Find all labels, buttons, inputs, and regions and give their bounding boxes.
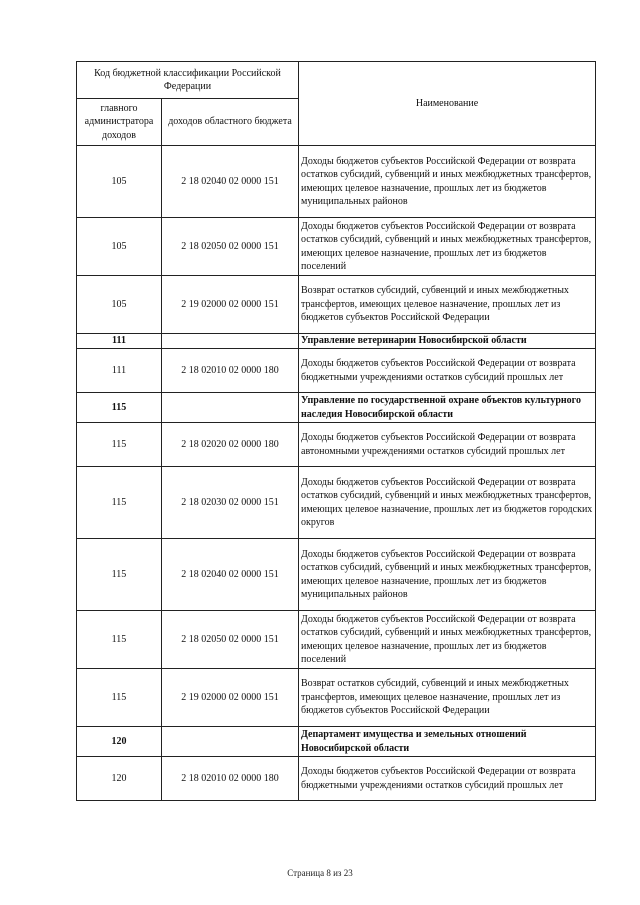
- cell-name: Доходы бюджетов субъектов Российской Федерации от возврата остатков субсидий, субвенций и иных межбюджетных трансфертов, имеющих целевое назначение, прошлых лет из бюджетов муниципальных районов: [299, 146, 596, 218]
- table-row: [77, 727, 596, 757]
- cell-income-code: 2 18 02010 02 0000 180: [162, 757, 299, 801]
- cell-income-code: 2 18 02040 02 0000 151: [162, 146, 299, 218]
- header-admin: главного администратора доходов: [77, 99, 162, 146]
- cell-name: Возврат остатков субсидий, субвенций и иных межбюджетных трансфертов, имеющих целевое назначение, прошлых лет из бюджетов субъектов Российской Федерации: [299, 669, 596, 727]
- table-row: [77, 757, 596, 801]
- budget-classification-table: [76, 61, 596, 801]
- table-row: [77, 611, 596, 669]
- cell-name: Доходы бюджетов субъектов Российской Федерации от возврата остатков субсидий, субвенций и иных межбюджетных трансфертов, имеющих целевое назначение, прошлых лет из бюджетов муниципальных районов: [299, 539, 596, 611]
- header-income: доходов областного бюджета: [162, 99, 299, 146]
- header-group-title: Код бюджетной классификации Российской Федерации: [77, 62, 299, 99]
- cell-admin-code: 120: [77, 757, 162, 801]
- table-row: [77, 349, 596, 393]
- cell-income-code: [162, 727, 299, 757]
- table-row: [77, 423, 596, 467]
- table-row: [77, 276, 596, 334]
- cell-name: Управление по государственной охране объектов культурного наследия Новосибирской области: [299, 393, 596, 423]
- cell-admin-code: 105: [77, 146, 162, 218]
- cell-income-code: 2 18 02030 02 0000 151: [162, 467, 299, 539]
- cell-income-code: 2 18 02020 02 0000 180: [162, 423, 299, 467]
- cell-admin-code: 115: [77, 467, 162, 539]
- cell-admin-code: 115: [77, 611, 162, 669]
- cell-name: Доходы бюджетов субъектов Российской Федерации от возврата бюджетными учреждениями остатков субсидий прошлых лет: [299, 757, 596, 801]
- cell-admin-code: 111: [77, 334, 162, 349]
- cell-income-code: [162, 393, 299, 423]
- table-body: [77, 146, 596, 801]
- page-number: Страница 8 из 23: [287, 868, 353, 878]
- table-row: [77, 669, 596, 727]
- cell-name: Возврат остатков субсидий, субвенций и иных межбюджетных трансфертов, имеющих целевое назначение, прошлых лет из бюджетов субъектов Российской Федерации: [299, 276, 596, 334]
- table-row: [77, 334, 596, 349]
- cell-name: Доходы бюджетов субъектов Российской Федерации от возврата остатков субсидий, субвенций и иных межбюджетных трансфертов, имеющих целевое назначение, прошлых лет из бюджетов поселений: [299, 611, 596, 669]
- cell-name: Доходы бюджетов субъектов Российской Федерации от возврата бюджетными учреждениями остатков субсидий прошлых лет: [299, 349, 596, 393]
- cell-income-code: 2 19 02000 02 0000 151: [162, 276, 299, 334]
- table-row: [77, 467, 596, 539]
- cell-name: Доходы бюджетов субъектов Российской Федерации от возврата остатков субсидий, субвенций и иных межбюджетных трансфертов, имеющих целевое назначение, прошлых лет из бюджетов поселений: [299, 218, 596, 276]
- cell-admin-code: 111: [77, 349, 162, 393]
- cell-income-code: 2 18 02050 02 0000 151: [162, 611, 299, 669]
- header-name: Наименование: [299, 62, 596, 146]
- cell-income-code: 2 19 02000 02 0000 151: [162, 669, 299, 727]
- cell-income-code: 2 18 02040 02 0000 151: [162, 539, 299, 611]
- cell-admin-code: 105: [77, 276, 162, 334]
- table-row: [77, 146, 596, 218]
- cell-income-code: [162, 334, 299, 349]
- cell-name: Управление ветеринарии Новосибирской области: [299, 334, 596, 349]
- cell-admin-code: 115: [77, 669, 162, 727]
- cell-name: Доходы бюджетов субъектов Российской Федерации от возврата автономными учреждениями остатков субсидий прошлых лет: [299, 423, 596, 467]
- cell-admin-code: 105: [77, 218, 162, 276]
- cell-admin-code: 115: [77, 423, 162, 467]
- table-row: [77, 393, 596, 423]
- cell-admin-code: 120: [77, 727, 162, 757]
- cell-income-code: 2 18 02050 02 0000 151: [162, 218, 299, 276]
- table-row: [77, 539, 596, 611]
- table-row: [77, 218, 596, 276]
- cell-name: Доходы бюджетов субъектов Российской Федерации от возврата остатков субсидий, субвенций и иных межбюджетных трансфертов, имеющих целевое назначение, прошлых лет из бюджетов городских округов: [299, 467, 596, 539]
- cell-admin-code: 115: [77, 539, 162, 611]
- cell-name: Департамент имущества и земельных отношений Новосибирской области: [299, 727, 596, 757]
- cell-admin-code: 115: [77, 393, 162, 423]
- cell-income-code: 2 18 02010 02 0000 180: [162, 349, 299, 393]
